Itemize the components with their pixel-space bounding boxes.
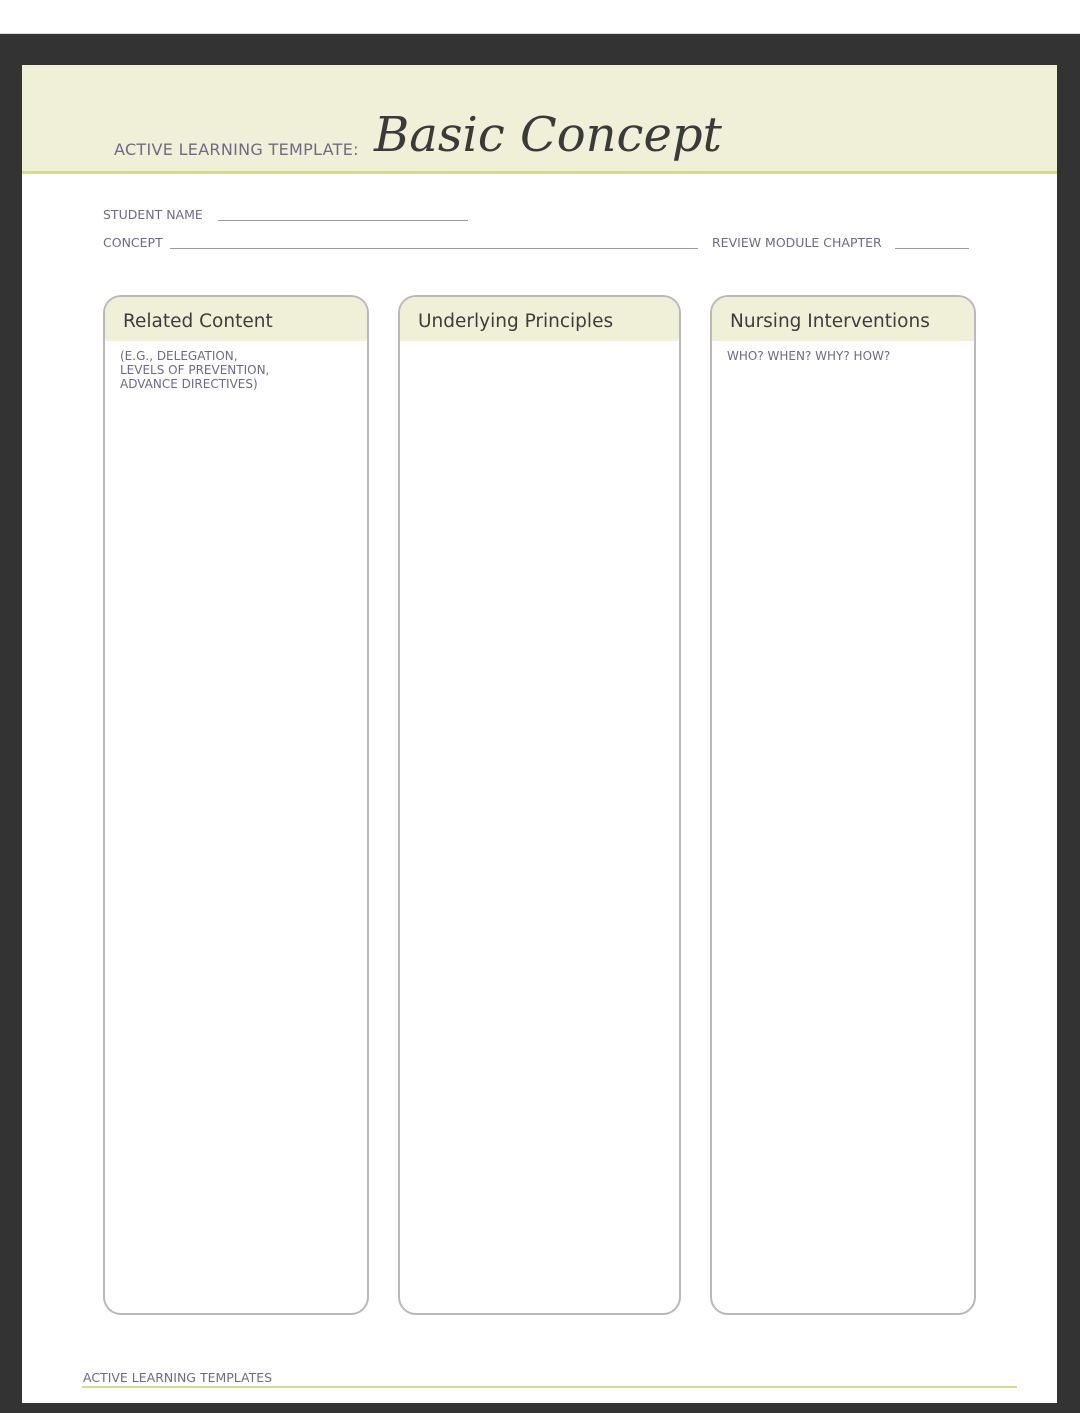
underlying-principles-box[interactable]	[398, 295, 681, 1315]
nursing-interventions-header	[712, 297, 974, 341]
template-page	[22, 65, 1057, 1403]
review-module-chapter-label: REVIEW MODULE CHAPTER	[712, 235, 882, 250]
nursing-interventions-box[interactable]	[710, 295, 976, 1315]
concept-field[interactable]	[170, 248, 698, 249]
related-content-note: (E.G., DELEGATION, LEVELS OF PREVENTION, ADVANCE DIRECTIVES)	[120, 349, 270, 391]
related-content-box[interactable]	[103, 295, 369, 1315]
student-name-field[interactable]	[218, 220, 468, 221]
concept-label: CONCEPT	[103, 235, 163, 250]
footer-divider	[82, 1386, 1017, 1388]
browser-top-bar	[0, 0, 1080, 34]
nursing-interventions-title: Nursing Interventions	[730, 311, 930, 332]
related-content-title: Related Content	[123, 311, 273, 332]
underlying-principles-header	[400, 297, 679, 341]
template-prefix: ACTIVE LEARNING TEMPLATE:	[114, 140, 359, 159]
related-content-header	[105, 297, 367, 341]
underlying-principles-title: Underlying Principles	[418, 311, 614, 332]
nursing-interventions-note: WHO? WHEN? WHY? HOW?	[727, 349, 891, 363]
footer-label: ACTIVE LEARNING TEMPLATES	[83, 1370, 273, 1385]
review-module-chapter-field[interactable]	[895, 248, 969, 249]
template-title: Basic Concept	[374, 107, 722, 163]
header-band	[22, 65, 1057, 174]
student-name-label: STUDENT NAME	[103, 207, 203, 222]
